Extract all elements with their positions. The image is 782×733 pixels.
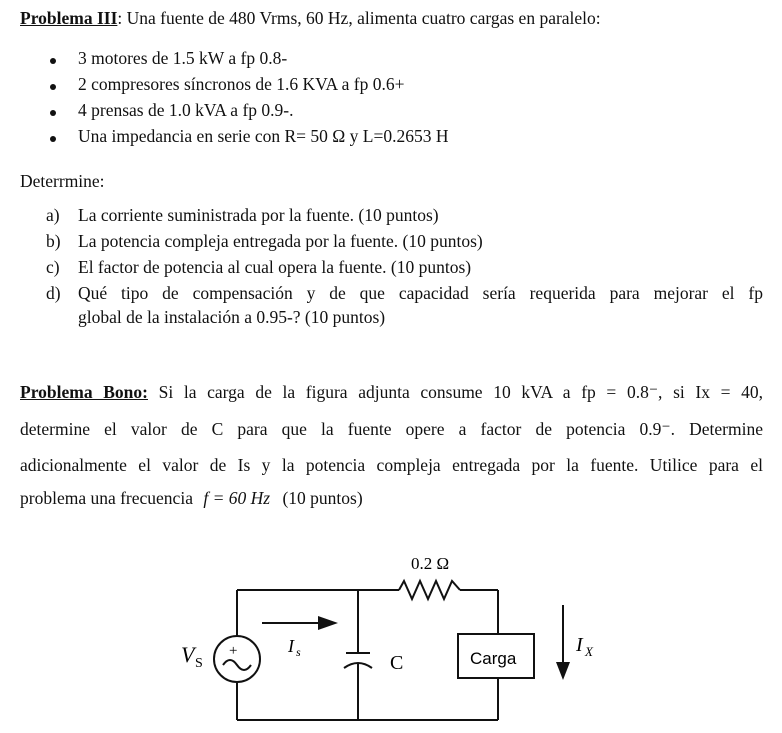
task-text-continuation: global de la instalación a 0.95-? (10 puntos) [78, 307, 386, 327]
source-plus-sign: + [229, 643, 238, 659]
bonus-text: Si la carga de la figura adjunta consume 10 kVA a fp = 0.8⁻, si Ix = 40, [158, 382, 764, 402]
source-label: V [181, 642, 195, 667]
current-ix-arrow-head [556, 662, 570, 680]
capacitor-label: C [390, 652, 404, 674]
task-marker: c) [46, 257, 60, 277]
current-is-subscript: s [296, 645, 301, 659]
task-marker: a) [46, 205, 60, 225]
bonus-line-2: determine el valor de C para que la fuente opere a factor de potencia 0.9⁻. Determine [20, 419, 763, 439]
current-ix-label: I [576, 634, 583, 656]
current-ix-subscript: X [585, 644, 593, 659]
list-item: 3 motores de 1.5 kW a fp 0.8- [78, 48, 288, 68]
problem3-intro: : Una fuente de 480 Vrms, 60 Hz, alimenta cuatro cargas en paralelo: [117, 8, 601, 28]
current-is-label: I [288, 636, 294, 656]
task-text: Qué tipo de compensación y de que capacidad sería requerida para mejorar el fp [78, 283, 763, 303]
task-text: El factor de potencia al cual opera la fuente. (10 puntos) [78, 257, 472, 277]
bonus-text: problema una frecuencia [20, 488, 193, 508]
resistor-zigzag [399, 581, 460, 599]
list-item: 2 compresores síncronos de 1.6 KVA a fp 0.6+ [78, 74, 405, 94]
task-text: La corriente suministrada por la fuente. (10 puntos) [78, 205, 439, 225]
load-label: Carga [470, 649, 517, 668]
determine-label: Deterrmine: [20, 171, 105, 191]
current-is-arrow-head [318, 616, 338, 630]
frequency-expression: f = 60 Hz [203, 488, 271, 508]
source-label-subscript: S [195, 656, 203, 671]
task-text: La potencia compleja entregada por la fuente. (10 puntos) [78, 231, 483, 251]
list-item: 4 prensas de 1.0 kVA a fp 0.9-. [78, 100, 294, 120]
task-marker: b) [46, 231, 61, 251]
bonus-line-3: adicionalmente el valor de Is y la potencia compleja entregada por la fuente. Utilice para el [20, 455, 763, 475]
task-marker: d) [46, 283, 61, 303]
problem3-heading: Problema III [20, 8, 118, 28]
voltage-source-wave [223, 660, 251, 670]
resistor-label: 0.2 Ω [411, 554, 450, 573]
bonus-heading: Problema Bono: [20, 382, 148, 402]
bonus-points: (10 puntos) [282, 488, 363, 508]
list-item: Una impedancia en serie con R= 50 Ω y L=0.2653 H [78, 126, 449, 146]
